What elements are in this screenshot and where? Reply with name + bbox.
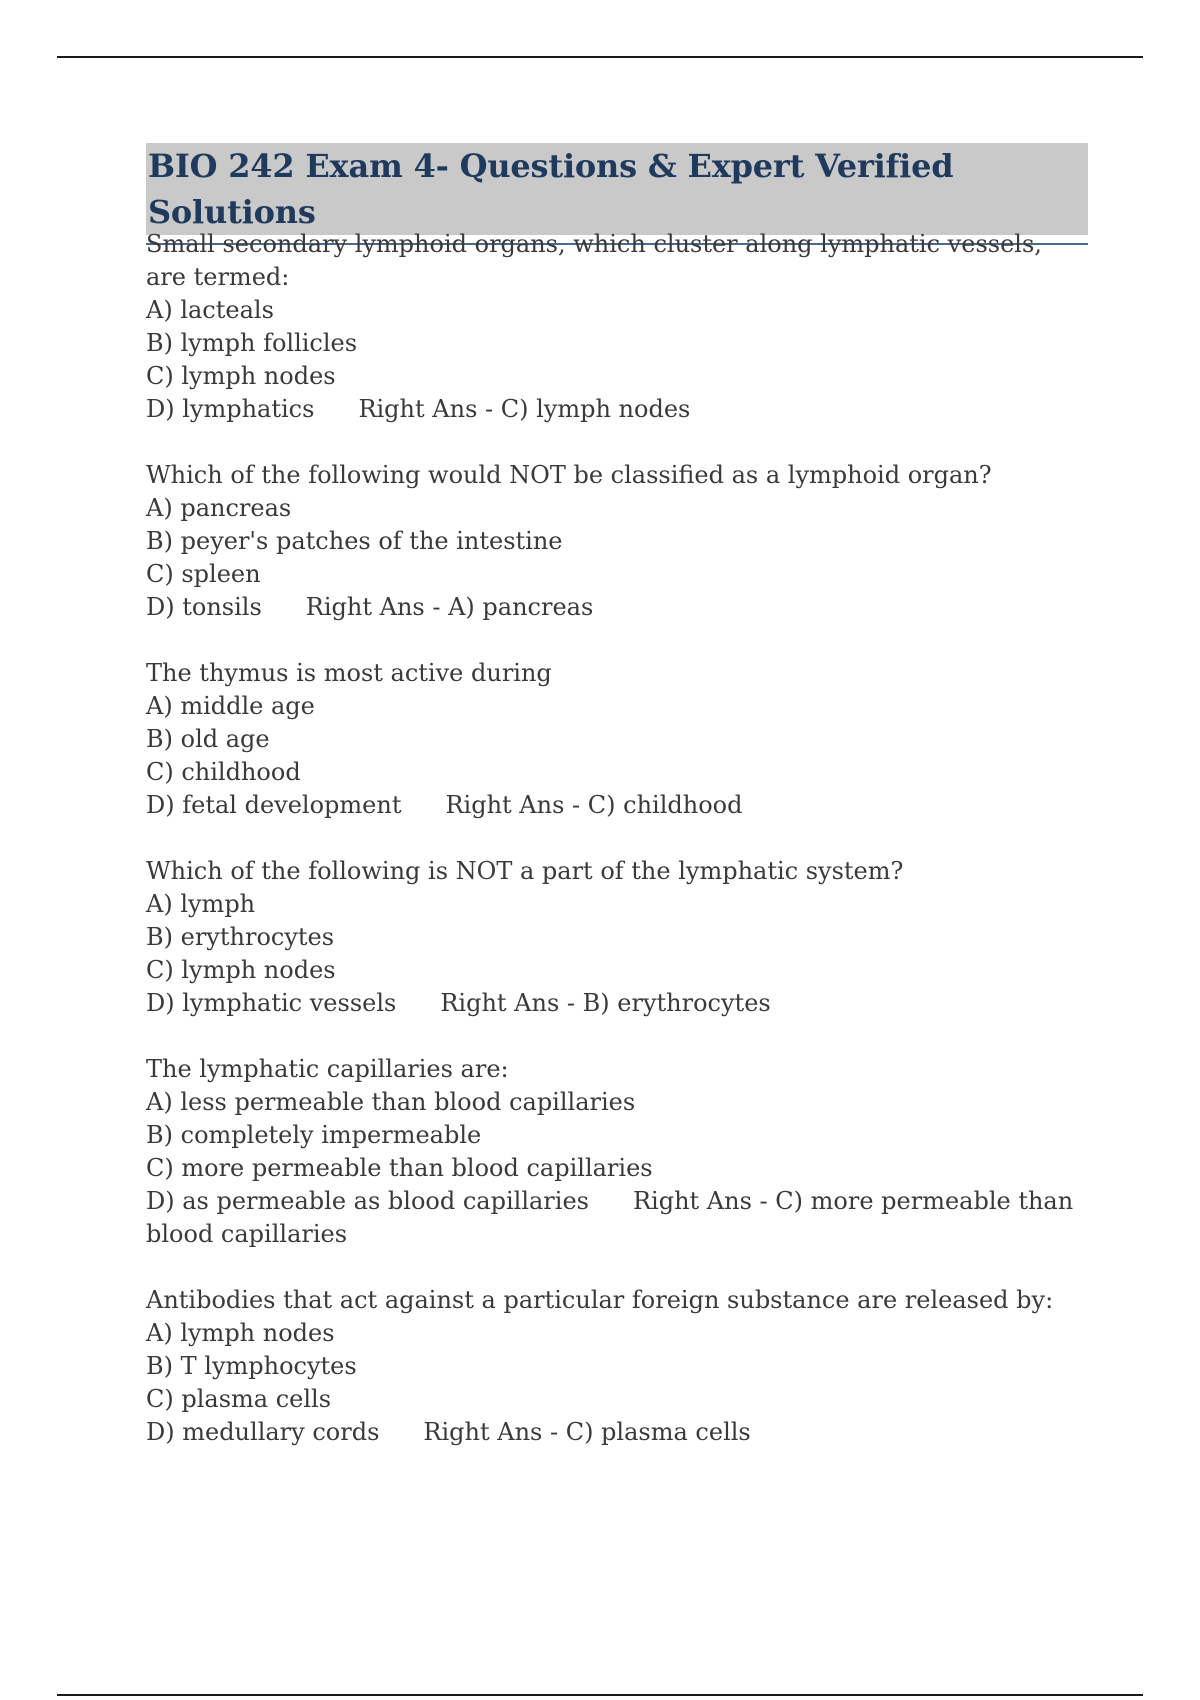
option-d-with-answer [146,1416,1086,1449]
option-d: D) as permeable as blood capillaries [146,1187,589,1215]
option-c: C) more permeable than blood capillaries [146,1154,653,1182]
option-b: B) T lymphocytes [146,1352,357,1380]
question-text: Antibodies that act against a particular foreign substance are released by: [146,1286,1054,1314]
option-c: C) lymph nodes [146,956,336,984]
option-d: D) lymphatics [146,395,315,423]
question-text: Small secondary lymphoid organs, which cluster along lymphatic vessels, are termed: [146,230,1050,291]
option-d-with-answer [146,393,1086,426]
option-c: C) lymph nodes [146,362,336,390]
option-b: B) old age [146,725,270,753]
option-d: D) medullary cords [146,1418,380,1446]
question-text: The lymphatic capillaries are: [146,1055,509,1083]
right-answer: Right Ans - C) childhood [445,791,743,819]
question-item [146,1284,1086,1449]
right-answer: Right Ans - B) erythrocytes [440,989,771,1017]
option-c: C) plasma cells [146,1385,332,1413]
right-answer: Right Ans - A) pancreas [305,593,594,621]
option-d-with-answer [146,789,1086,822]
option-b: B) erythrocytes [146,923,335,951]
question-text: The thymus is most active during [146,659,552,687]
option-d-with-answer [146,591,1086,624]
right-answer: Right Ans - C) lymph nodes [358,395,691,423]
question-item [146,657,1086,822]
option-c: C) spleen [146,560,261,588]
option-a: A) pancreas [146,494,292,522]
option-d: D) tonsils [146,593,262,621]
question-text: Which of the following would NOT be classified as a lymphoid organ? [146,461,992,489]
question-list [146,228,1086,1482]
bottom-page-rule [57,1694,1143,1696]
top-page-rule [57,56,1143,58]
option-a: A) lacteals [146,296,274,324]
question-item [146,459,1086,624]
option-c: C) childhood [146,758,301,786]
right-answer: Right Ans - C) plasma cells [423,1418,751,1446]
option-a: A) middle age [146,692,315,720]
option-b: B) lymph follicles [146,329,358,357]
option-b: B) peyer's patches of the intestine [146,527,563,555]
question-item [146,855,1086,1020]
question-text: Which of the following is NOT a part of the lymphatic system? [146,857,904,885]
option-d: D) lymphatic vessels [146,989,397,1017]
option-d-with-answer [146,987,1086,1020]
option-d-with-answer [146,1185,1086,1251]
option-a: A) lymph nodes [146,1319,335,1347]
option-d: D) fetal development [146,791,402,819]
option-a: A) lymph [146,890,256,918]
option-a: A) less permeable than blood capillaries [146,1088,636,1116]
question-item [146,228,1086,426]
document-title: BIO 242 Exam 4- Questions & Expert Verified Solutions [146,143,1088,235]
right-answer: Right Ans - C) more permeable than blood capillaries [146,1187,1081,1248]
question-item [146,1053,1086,1251]
option-b: B) completely impermeable [146,1121,482,1149]
